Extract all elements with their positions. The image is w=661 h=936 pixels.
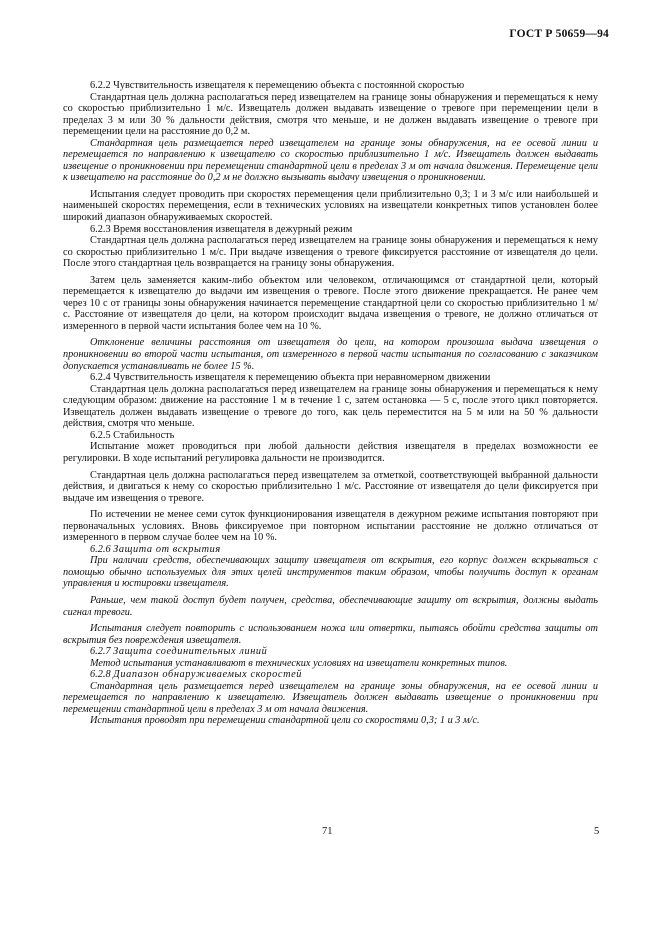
paragraph-italic: Стандартная цель размещается перед извещателем на границе зоны обнаружения, на ее осевой линии и перемещается по направлению к извещателю. Извещатель должен выдавать извещение о проникновении при перемещении стандартной цели в пределах 3 м от начала движения. (63, 680, 598, 715)
paragraph: По истечении не менее семи суток функционирования извещателя в дежурном режиме испытания повторяют при первоначальных условиях. Вновь фиксируемое при повторном испытании расстояние не должно отличаться от измеренного в первом случае более чем на 10 %. (63, 509, 598, 544)
section-6-2-7-title (63, 646, 598, 658)
paragraph: Стандартная цель должна располагаться перед извещателем на границе зоны обнаружения и перемещаться к нему со скоростью приблизительно 1 м/с. Извещатель должен выдавать извещение о тревоге при перемещении цели в пределах 3 м или 30 % дальности действия, смотря что меньше, и не должен выдавать извещение о тревоге при перемещении цели на расстояние до 0,2 м. (63, 91, 598, 138)
paragraph: Стандартная цель должна располагаться перед извещателем на границе зоны обнаружения и перемещаться к нему со скоростью приблизительно 1 м/с. При выдаче извещения о тревоге фиксируется расстояние от извещателя до цели. После этого стандартная цель возвращается на границу зоны обнаружения. (63, 235, 598, 270)
paragraph-italic: Испытания проводят при перемещении стандартной цели со скоростями 0,3; 1 и 3 м/с. (90, 715, 480, 727)
section-6-2-2-title: 6.2.2 Чувствительность извещателя к перемещению объекта с постоянной скоростью (90, 80, 465, 91)
section-number: 6.2.7 (90, 646, 111, 658)
paragraph: Стандартная цель должна располагаться перед извещателем за отметкой, соответствующей выбранной дальности действия, и двигаться к нему со скоростью приблизительно 1 м/с. Расстояние от извещателя до цели фиксируется при выдаче им извещения о тревоге. (63, 469, 598, 504)
paragraph: Затем цель заменяется каким-либо объектом или человеком, отличающимся от стандартной цели, который перемещается к извещателю до выдачи им извещения о тревоге. После этого движение прекращается. Не ранее чем через 10 с от границы зоны обнаружения начинается перемещение стандартной цели со скоростью приблизительно 1 м/с. Расстояние от извещателя до цели, на котором происходит выдача извещения о тревоге, не должно отличаться от измеренного в первой части испытания более чем на 10 %. (63, 274, 598, 332)
paragraph: Стандартная цель должна располагаться перед извещателем на границе зоны обнаружения и перемещаться к нему следующим образом: движение на расстояние 1 м в течение 1 с, затем остановка — 5 с, после этого цикл повторяется. Извещатель должен выдавать извещение о тревоге до того, как цель переместится на 5 м или на 50 % дальности действия, смотря что меньше. (63, 383, 598, 430)
section-label: Защита от вскрытия (113, 543, 221, 555)
document-header: ГОСТ Р 50659—94 (509, 28, 609, 40)
document-body (63, 80, 598, 727)
section-6-2-6-title (63, 544, 598, 556)
section-number: 6.2.8 (90, 669, 111, 681)
section-label: Защита соединительных линий (113, 646, 268, 658)
paragraph-italic: Испытания следует повторить с использованием ножа или отвертки, пытаясь обойти средства защиты от вскрытия без повреждения извещателя. (63, 623, 598, 646)
section-number: 6.2.6 (90, 543, 111, 555)
paragraph-italic: При наличии средств, обеспечивающих защиту извещателя от вскрытия, его корпус должен вскрываться с помощью обычно используемых для этих целей инструментов таким образом, чтобы получить доступ к органам управления и юстировки извещателя. (63, 555, 598, 590)
page-number: 71 (322, 826, 333, 837)
section-6-2-8-title (63, 669, 598, 681)
section-6-2-3-title: 6.2.3 Время восстановления извещателя в дежурный режим (90, 223, 353, 235)
paragraph: Испытание может проводиться при любой дальности действия извещателя в пределах возможности ее регулировки. В ходе испытаний регулировка дальности не производится. (63, 441, 598, 464)
section-6-2-4-title: 6.2.4 Чувствительность извещателя к перемещению объекта при неравномерном движении (90, 372, 491, 384)
section-label: Диапазон обнаруживаемых скоростей (113, 669, 303, 681)
paragraph-italic: Стандартная цель размещается перед извещателем на границе зоны обнаружения, на ее осевой линии и перемещается по направлению к извещателю со скоростью приблизительно 1 м/с. Извещатель должен выдавать извещение о проникновении при перемещении стандартной цели в пределах 3 м от начала движения. Перемещение цели к извещателю на расстояние до 0,2 м не должно вызывать выдачу извещения о проникновении. (63, 137, 598, 184)
paragraph-italic: Раньше, чем такой доступ будет получен, средства, обеспечивающие защиту от вскрытия, должны выдать сигнал тревоги. (63, 594, 598, 618)
paragraph-italic: Отклонение величины расстояния от извещателя до цели, на котором произошла выдача извещения о проникновении во второй части испытания, от измеренного в первой части испытания по согласованию с заказчиком допускается устанавливать не более 15 %. (63, 337, 598, 372)
sheet-number: 5 (594, 826, 600, 837)
paragraph-italic: Метод испытания устанавливают в технических условиях на извещатели конкретных типов. (90, 657, 508, 669)
paragraph: Испытания следует проводить при скоростях перемещения цели приблизительно 0,3; 1 и 3 м/с или наибольшей и наименьшей скоростях перемещения, если в технических условиях на извещатели конкретных типов установлен более широкий диапазон обнаруживаемых скоростей. (63, 188, 598, 224)
section-6-2-5-title: 6.2.5 Стабильность (90, 429, 175, 441)
